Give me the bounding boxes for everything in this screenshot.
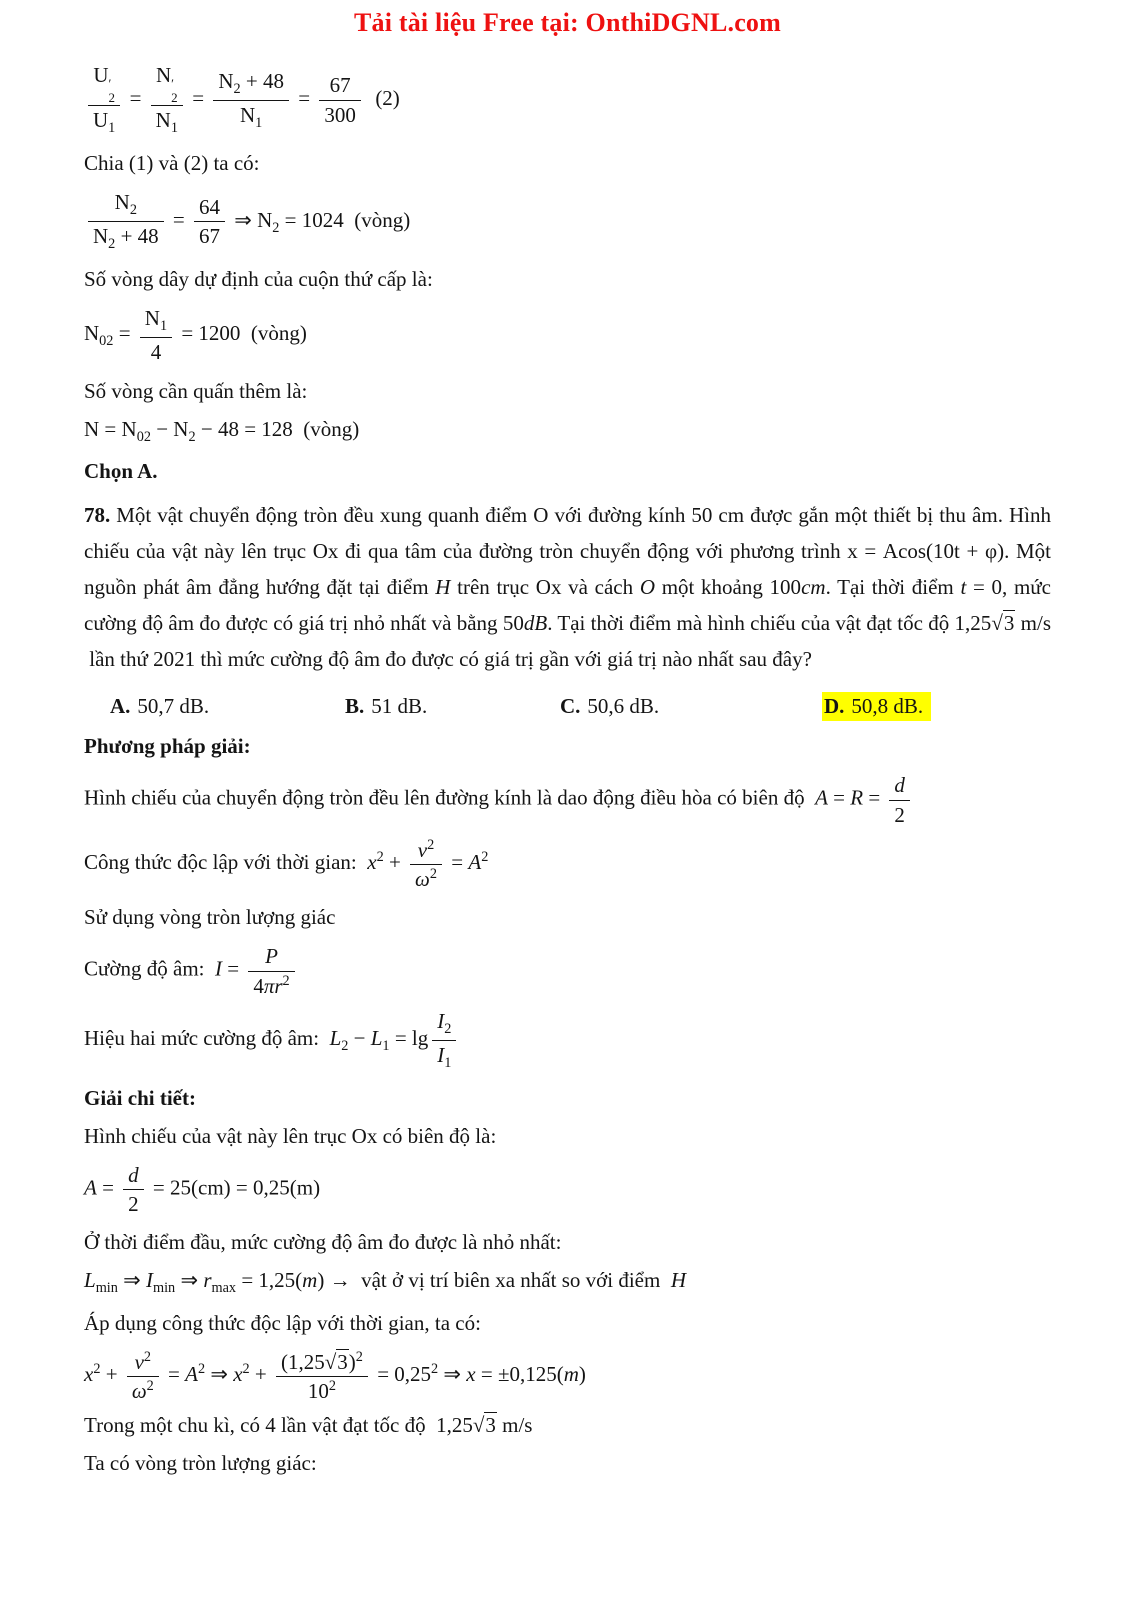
text-chia: Chia (1) và (2) ta có:	[84, 151, 260, 176]
problem-78	[84, 497, 1051, 678]
equation-n-added: $N = N_{02} - N_2 - 48 = 128$ (vòng)	[84, 416, 360, 445]
option-c	[560, 694, 659, 719]
method-line-level-diff: Hiệu hai mức cường độ âm: $L_2 - L_1 = \lg$ $\frac{I_2}{I_1}$	[84, 1008, 1051, 1073]
option-b	[345, 694, 427, 719]
text-secondary-turns: Số vòng dây dự định của cuộn thứ cấp là:	[84, 267, 433, 292]
option-d-value: 50,8 dB.	[851, 694, 924, 719]
option-b-value: 51 dB.	[371, 694, 428, 719]
detail-line-apply: Áp dụng công thức độc lập với thời gian, ta có:	[84, 1310, 481, 1335]
detail-line-min-level: Ở thời điểm đầu, mức cường độ âm đo được là nhỏ nhất:	[84, 1230, 562, 1255]
method-line-circle: Sử dụng vòng tròn lượng giác	[84, 905, 336, 930]
option-a-value: 50,7 dB.	[137, 694, 210, 719]
header-banner	[84, 8, 1051, 38]
site-link-text: Tải tài liệu Free tại: OnthiDGNL.com	[353, 8, 781, 37]
method-line-intensity: Cường độ âm: I = $\frac{P}{4\pi r^2}$	[84, 943, 1051, 999]
problem-number: 78.	[84, 502, 111, 527]
equation-lmin: $L_{min}$ ⇒ $I_{min}$ ⇒ $r_{max} = 1,25(m)$ → vật ở vị trí biên xa nhất so với điểm H	[84, 1268, 686, 1297]
option-a-label: A.	[110, 694, 131, 719]
option-a	[110, 694, 209, 719]
method-line-independent: Công thức độc lập với thời gian: $x^2$ + $\frac{v^2}{\omega^2}$ = $A^2$	[84, 836, 489, 892]
option-c-value: 50,6 dB.	[587, 694, 660, 719]
detail-line-unit-circle: Ta có vòng tròn lượng giác:	[84, 1451, 317, 1476]
text-extra-turns: Số vòng cần quấn thêm là:	[84, 378, 308, 403]
equation-amplitude: A = $\frac{d}{2}$ = 25(cm) = 0,25(m)	[84, 1162, 321, 1217]
equation-n2-solve: $\frac{N_2}{N_2 + 48}$ = $\frac{64}{67}$ ⇒ $N_2 = 1024$ (vòng)	[84, 189, 1051, 254]
method-title: Phương pháp giải:	[84, 734, 251, 759]
equation-position: $x^2$ + $\frac{v^2}{\omega^2}$ = $A^2$ ⇒ $x^2$ + $\frac{(1,25√3)^2}{10^2}$ = $0,25^2$ ⇒ x = ±0,125(m)	[84, 1348, 586, 1403]
answer-choice-77: Chọn A.	[84, 458, 158, 483]
method-line-amplitude: Hình chiếu của chuyển động tròn đều lên đường kính là dao động điều hòa có biên độ A = R = $\frac{d}{2}$	[84, 772, 1051, 828]
equation-transformer-2: U ′ 2 $U_1$ = N ′ 2 $N_1$ = $\frac{N_2 + 48}{N_1}$ = $\frac{67}{300}$ (2)	[84, 62, 1051, 138]
equation-n02: $N_{02}$ = $\frac{N_1}{4}$ = 1200 (vòng)	[84, 306, 307, 365]
problem-text: Một vật chuyển động tròn đều xung quanh điểm O với đường kính 50 cm được gắn một thiết bị thu âm. Hình chiếu của vật này lên trục Ox đi qua tâm của đường tròn chuyển động với phương trình x = Acos(10t + φ). Một nguồn phát âm đẳng hướng đặt tại điểm H trên trục Ox và cách O một khoảng 100cm. Tại thời điểm t = 0, mức cường độ âm đo được có giá trị nhỏ nhất và bằng 50dB. Tại thời điểm mà hình chiếu của vật đạt tốc độ 1,25√3 m/s lần thứ 2021 thì mức cường độ âm đo được có giá trị gần với giá trị nào nhất sau đây?	[84, 502, 1051, 672]
option-d-label: D.	[824, 694, 845, 719]
detail-title: Giải chi tiết:	[84, 1085, 196, 1110]
detail-line-four-times: Trong một chu kì, có 4 lần vật đạt tốc độ 1,25√3 m/s	[84, 1413, 533, 1438]
detail-line-projection: Hình chiếu của vật này lên trục Ox có biên độ là:	[84, 1123, 497, 1148]
option-b-label: B.	[345, 694, 365, 719]
option-d	[822, 692, 931, 721]
option-c-label: C.	[560, 694, 581, 719]
answer-options	[84, 692, 1051, 721]
